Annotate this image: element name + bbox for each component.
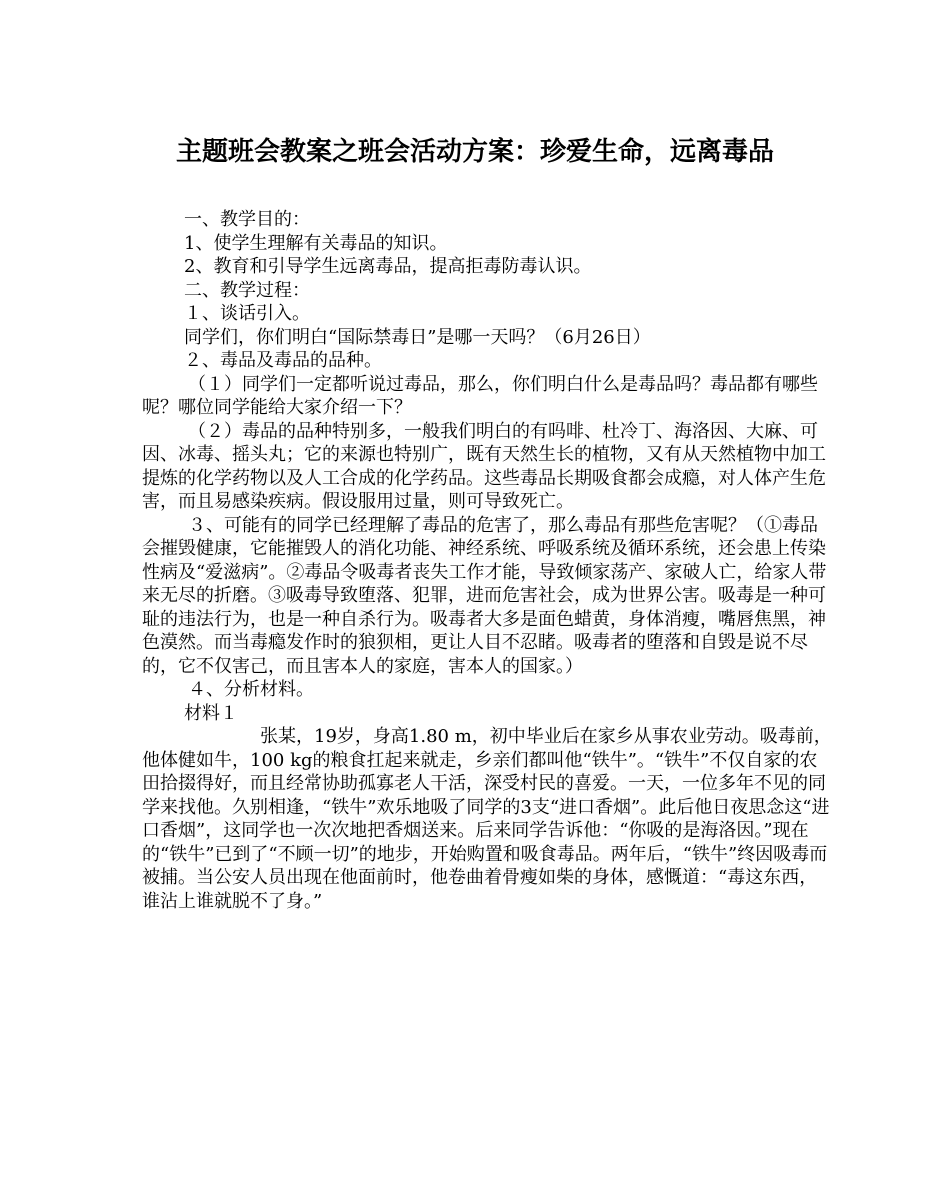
material-paragraph: 张某，19岁，身高1.80 m，初中毕业后在家乡从事农业劳动。吸毒前，他体健如牛，100 kg的粮食扛起来就走，乡亲们都叫他“铁牛”。“铁牛”不仅自家的农田拾掇得好，而且经常协助孤寡老人干活，深受村民的喜爱。一天，一位多年不见的同学来找他。久别相逢，“铁牛”欢乐地吸了同学的3支“进口香烟”。此后他日夜思念这“进口香烟”，这同学也一次次地把香烟送来。后来同学告诉他：“你吸的是海洛因。”现在的“铁牛”已到了“不顾一切”的地步，开始购置和吸食毒品。两年后，“铁牛”终因吸毒而被捕。当公安人员出现在他面前时，他卷曲着骨瘦如柴的身体，感慨道：“毒这东西，谁沾上谁就脱不了身。”	[142, 726, 832, 912]
objective-item-1: 1、使学生理解有关毒品的知识。	[184, 232, 448, 254]
step-heading-4: ４、分析材料。	[188, 679, 314, 700]
step-heading-2: ２、毒品及毒品的品种。	[184, 350, 382, 371]
document-title: 主题班会教案之班会活动方案：珍爱生命，远离毒品	[175, 137, 774, 167]
objective-item-2: 2、教育和引导学生远离毒品，提高拒毒防毒认识。	[184, 256, 592, 277]
body-paragraph: ３、可能有的同学已经理解了毒品的危害了，那么毒品有那些危害呢？（①毒品会摧毁健康，它能摧毁人的消化功能、神经系统、呼吸系统及循环系统，还会患上传染性病及“爱滋病”。②毒品令吸毒者丧失工作才能，导致倾家荡产、家破人亡，给家人带来无尽的折磨。③吸毒导致堕落、犯罪，进而危害社会，成为世界公害。吸毒是一种可耻的违法行为，也是一种自杀行为。吸毒者大多是面色蜡黄，身体消瘦，嘴唇焦黑，神色漠然。而当毒瘾发作时的狼狈相，更让人目不忍睹。吸毒者的堕落和自毁是说不尽的，它不仅害己，而且害本人的家庭，害本人的国家。）	[142, 514, 827, 677]
step-heading-1: １、谈话引入。	[184, 303, 310, 324]
material-label: 材料１	[184, 702, 238, 724]
body-paragraph: （１）同学们一定都听说过毒品，那么，你们明白什么是毒品吗？毒品都有哪些呢？哪位同学能给大家介绍一下？	[142, 373, 818, 418]
section-heading-objectives: 一、教学目的：	[184, 209, 310, 230]
document-body	[142, 208, 832, 913]
question-paragraph: 同学们，你们明白“国际禁毒日”是哪一天吗？（6月26日）	[184, 326, 651, 348]
body-paragraph: （２）毒品的品种特别多，一般我们明白的有吗啡、杜冷丁、海洛因、大麻、可因、冰毒、摇头丸；它的来源也特别广，既有天然生长的植物，又有从天然植物中加工提炼的化学药物以及人工合成的化学药品。这些毒品长期吸食都会成瘾，对人体产生危害，而且易感染疾病。假设服用过量，则可导致死亡。	[142, 420, 826, 512]
section-heading-process: 二、教学过程：	[184, 279, 310, 301]
